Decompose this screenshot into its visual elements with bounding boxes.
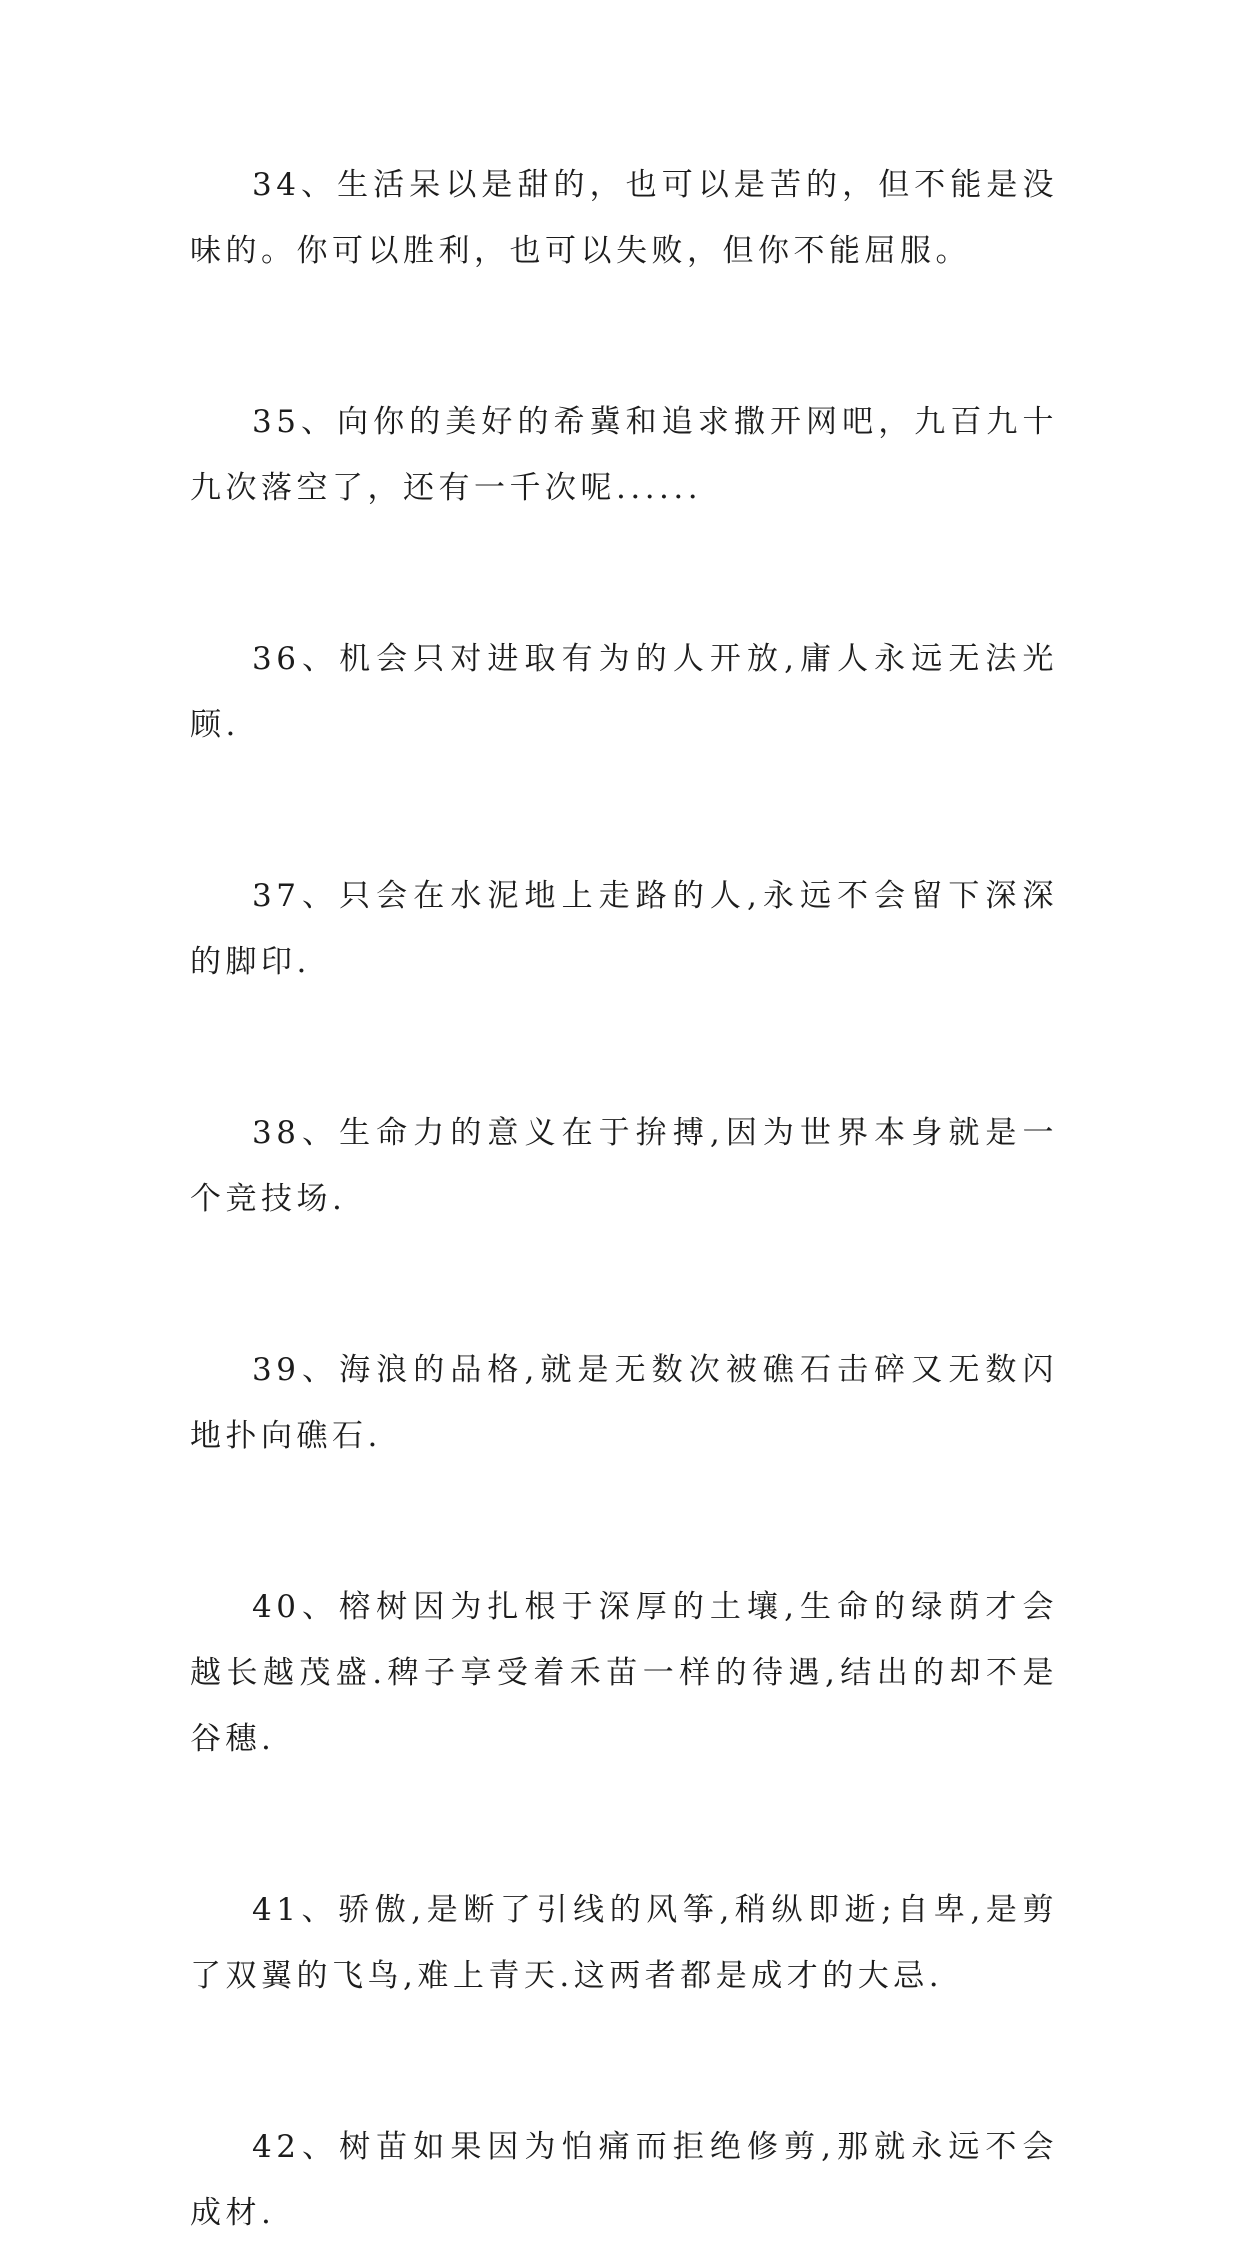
quote-paragraph-40: 40、榕树因为扎根于深厚的土壤,生命的绿荫才会越长越茂盛.稗子享受着禾苗一样的待遇,结出的却不是谷穗. xyxy=(190,1589,1058,1757)
quote-paragraph-34: 34、生活呆以是甜的，也可以是苦的，但不能是没味的。你可以胜利，也可以失败，但你不能屈服。 xyxy=(190,167,1058,269)
quote-paragraph-41: 41、骄傲,是断了引线的风筝,稍纵即逝;自卑,是剪了双翼的飞鸟,难上青天.这两者都是成才的大忌. xyxy=(190,1892,1058,1994)
quote-paragraph-39: 39、海浪的品格,就是无数次被礁石击碎又无数闪地扑向礁石. xyxy=(190,1352,1058,1454)
quote-paragraph-42: 42、树苗如果因为怕痛而拒绝修剪,那就永远不会成材. xyxy=(190,2129,1058,2231)
quote-paragraph-37: 37、只会在水泥地上走路的人,永远不会留下深深的脚印. xyxy=(190,878,1058,980)
quote-paragraph-35: 35、向你的美好的希冀和追求撒开网吧，九百九十九次落空了，还有一千次呢...... xyxy=(190,404,1058,506)
document-body xyxy=(190,152,1058,2246)
quote-paragraph-36: 36、机会只对进取有为的人开放,庸人永远无法光顾. xyxy=(190,641,1058,743)
quote-paragraph-38: 38、生命力的意义在于拚搏,因为世界本身就是一个竞技场. xyxy=(190,1115,1058,1217)
